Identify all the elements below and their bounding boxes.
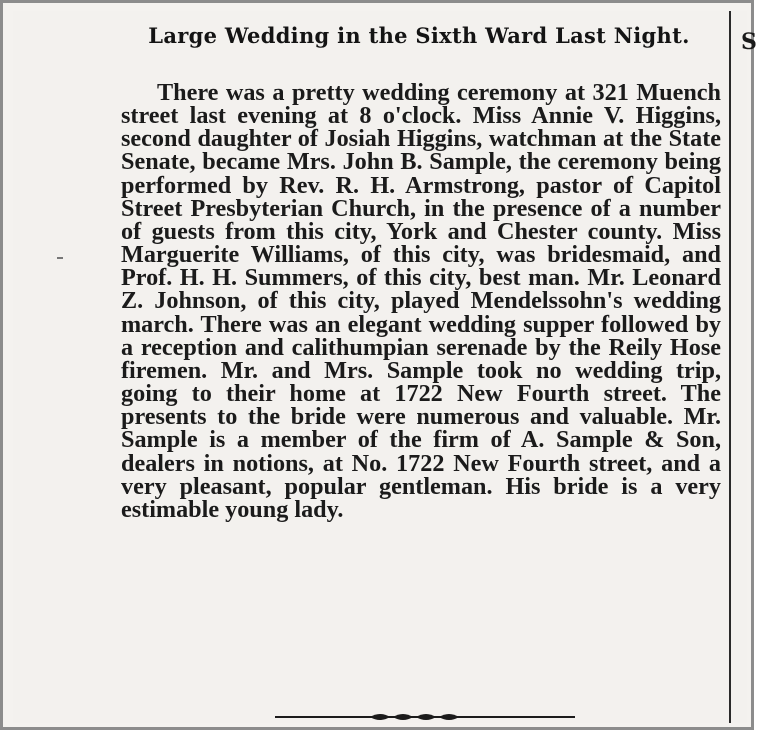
dash-rule-ornament [275,711,575,723]
newspaper-clipping [13,11,757,723]
column-rule [729,11,731,723]
article-headline: Large Wedding in the Sixth Ward Last Night. [148,23,690,48]
print-speck [57,257,63,259]
article-body: There was a pretty wedding ceremony at 321 Muench street last evening at 8 o'clock. Miss Annie V. Higgins, second daughter of Josiah Higgins, watchman at the State Senate, became Mrs. John B. Sample, the ceremony being performed by Rev. R. H. Armstrong, pastor of Capitol Street Presbyterian Church, in the presence of a number of guests from this city, York and Chester county. Miss Marguerite Williams, of this city, was bridesmaid, and Prof. H. H. Summers, of this city, best man. Mr. Leonard Z. Johnson, of this city, played Mendelssohn's wedding march. There was an elegant wedding supper followed by a reception and calithumpian serenade by the Reily Hose firemen. Mr. and Mrs. Sample took no wedding trip, going to their home at 1722 New Fourth street. The presents to the bride were numerous and valuable. Mr. Sample is a member of the firm of A. Sample & Son, dealers in notions, at No. 1722 New Fourth street, and a very pleasant, popular gentleman. His bride is a very estimable young lady. [121,79,721,523]
adjacent-column-fragment: S [741,29,757,55]
